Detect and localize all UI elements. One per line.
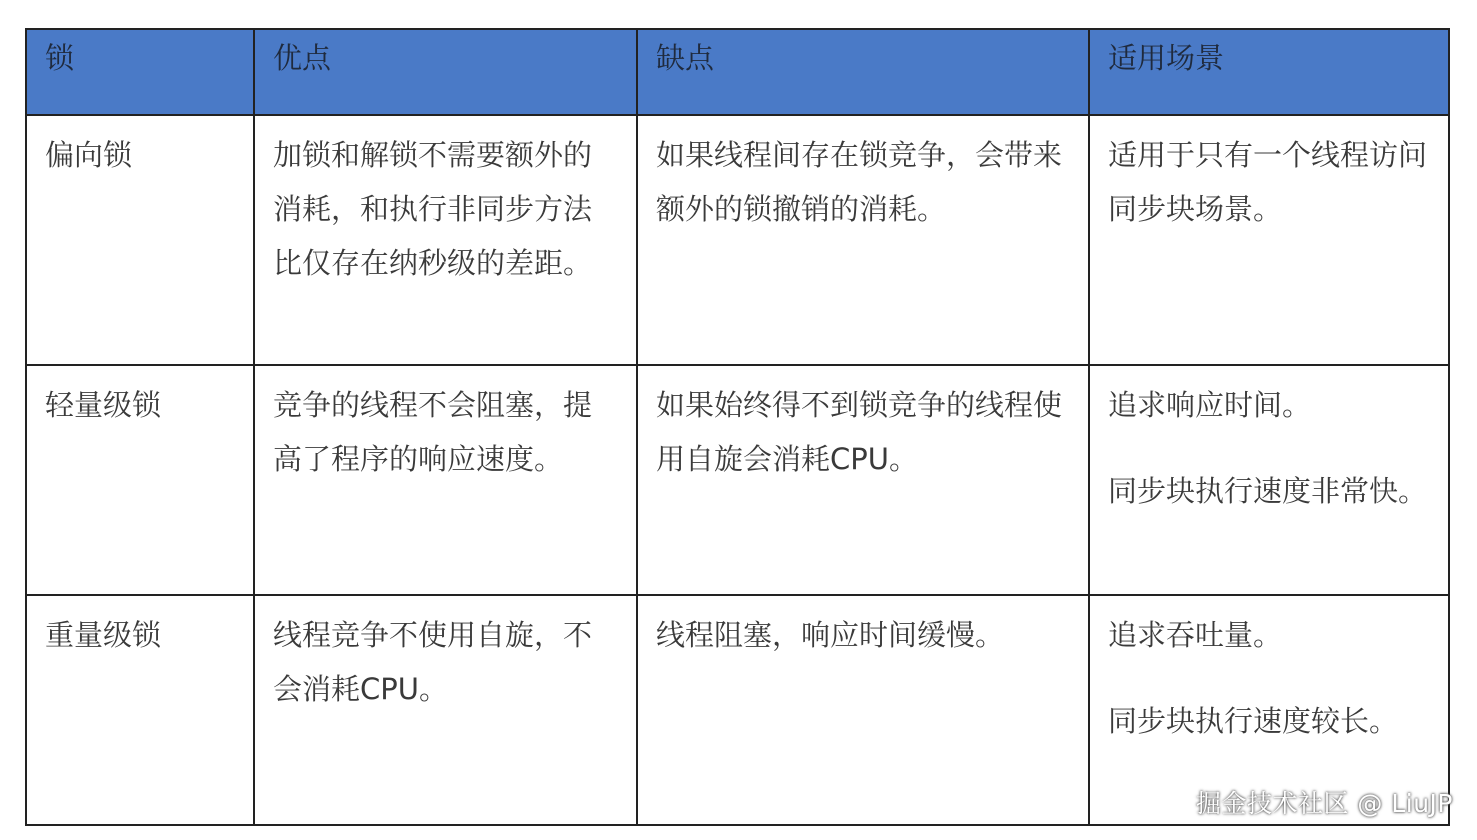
lock-name: 轻量级锁 [45,388,162,422]
header-cons: 缺点 [637,29,1089,115]
cons-text: 如果始终得不到锁竞争的线程使用自旋会消耗CPU。 [656,388,1063,476]
table-row-lightweight-lock [26,365,1449,595]
table-row-biased-lock [26,115,1449,365]
pros-text: 竞争的线程不会阻塞，提高了程序的响应速度。 [273,388,593,476]
scenario-text: 追求响应时间。 [1108,388,1312,422]
header-scenario: 适用场景 [1089,29,1449,115]
pros-cell [254,365,637,595]
scenario-text: 追求吞吐量。 [1108,618,1283,652]
cons-text: 如果线程间存在锁竞争，会带来额外的锁撤销的消耗。 [656,138,1063,226]
scenario-text: 同步块执行速度非常快。 [1108,474,1428,508]
header-lock: 锁 [26,29,254,115]
lock-name-cell [26,115,254,365]
lock-name-cell [26,595,254,825]
pros-cell [254,115,637,365]
lock-comparison-table [25,28,1450,826]
header-pros: 优点 [254,29,637,115]
scenario-cell [1089,365,1449,595]
cons-text: 线程阻塞，响应时间缓慢。 [656,618,1005,652]
lock-name: 偏向锁 [45,138,133,172]
pros-cell [254,595,637,825]
lock-name: 重量级锁 [45,618,162,652]
pros-text: 线程竞争不使用自旋，不会消耗CPU。 [273,618,593,706]
header-row [26,29,1449,115]
scenario-text: 适用于只有一个线程访问同步块场景。 [1108,138,1428,226]
cons-cell [637,595,1089,825]
scenario-cell [1089,115,1449,365]
cons-cell [637,115,1089,365]
lock-name-cell [26,365,254,595]
scenario-text: 同步块执行速度较长。 [1108,704,1399,738]
pros-text: 加锁和解锁不需要额外的消耗，和执行非同步方法比仅存在纳秒级的差距。 [273,138,593,280]
cons-cell [637,365,1089,595]
watermark: 掘金技术社区 @ LiuJP [1195,789,1453,818]
